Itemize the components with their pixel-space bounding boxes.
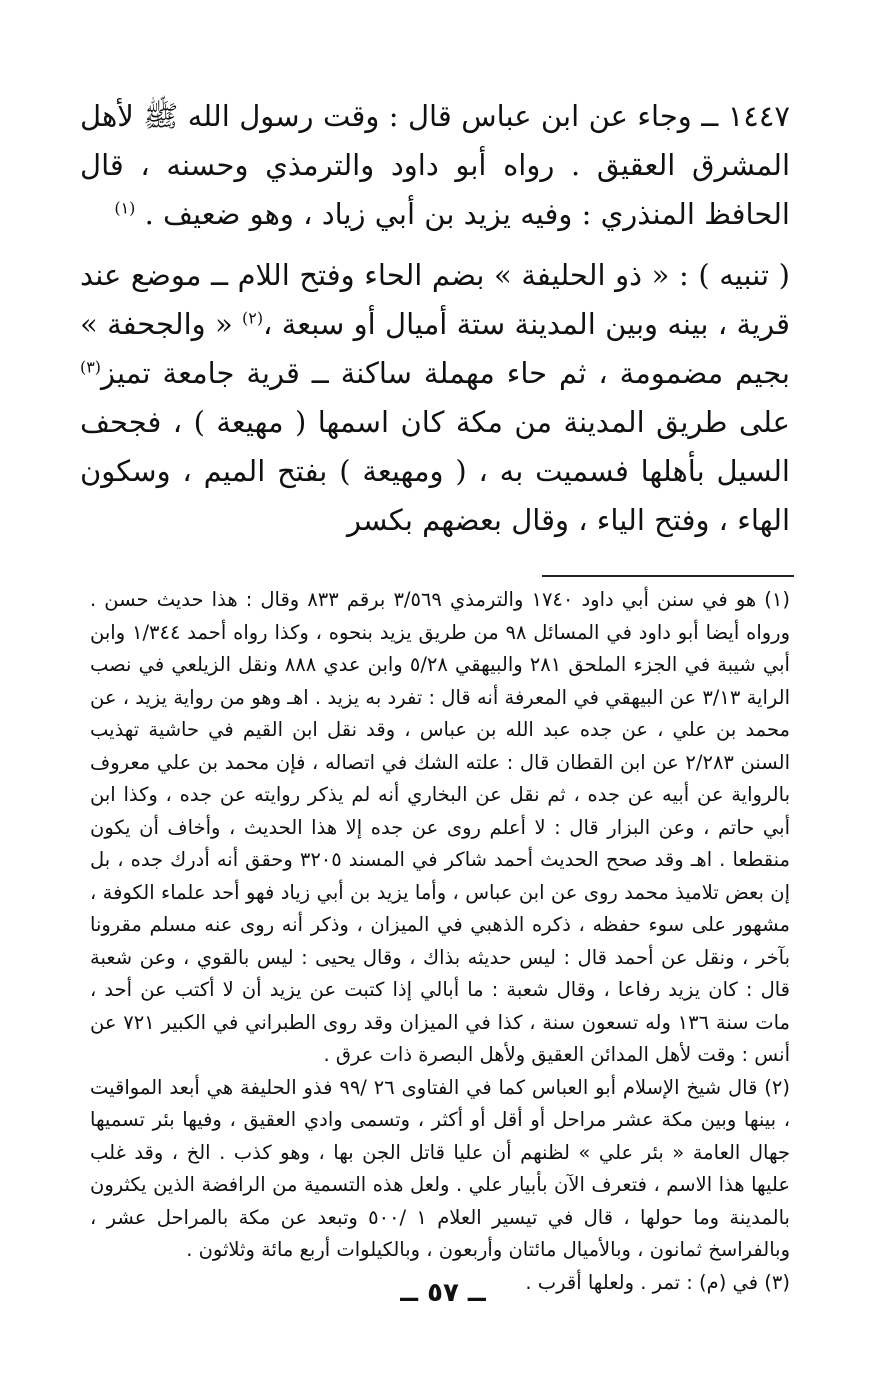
page-number: ــ ٥٧ ــ bbox=[400, 1278, 486, 1308]
main-text bbox=[80, 92, 790, 545]
footnote-1: (١) هو في سنن أبي داود ١٧٤٠ والترمذي ٣/٥٦٩ برقم ٨٣٣ وقال : هذا حديث حسن . ورواه أيضا أبو داود في المسائل ٩٨ من طريق يزيد بنحوه ، وكذا رواه أحمد ١/٣٤٤ وابن أبي شيبة في الجزء الملحق ٢٨١ والبيهقي ٥/٢٨ وابن عدي ٨٨٨ ونقل الزيلعي في نصب الراية ٣/١٣ عن البيهقي في المعرفة أنه قال : تفرد به يزيد . اهـ وهو من رواية يزيد ، عن محمد بن علي ، عن جده عبد الله بن عباس ، وقد نقل ابن القيم في حاشية تهذيب السنن ٢/٢٨٣ عن ابن القطان قال : علته الشك في اتصاله ، فإن محمد بن علي معروف بالرواية عن أبيه عن جده ، ثم نقل عن البخاري أنه لم يذكر روايته عن جده ، وكذا ابن أبي حاتم ، وعن البزار قال : لا أعلم روى عن جده إلا هذا الحديث ، وأخاف أن يكون منقطعا . اهـ وقد صحح الحديث أحمد شاكر في المسند ٣٢٠٥ وحقق أنه أدرك جده ، بل إن بعض تلاميذ محمد روى عن ابن عباس ، وأما يزيد بن أبي زياد فهو أحد علماء الكوفة ، مشهور على سوء حفظه ، ذكره الذهبي في الميزان ، وذكر أنه روى عنه مسلم مقرونا بآخر ، ونقل عن أحمد قال : ليس حديثه بذاك ، وقال يحيى : ليس بالقوي ، وعن شعبة قال : كان يزيد رفاعا ، وقال شعبة : ما أبالي إذا كتبت عن يزيد أن لا أكتب عن أحد ، مات سنة ١٣٦ وله تسعون سنة ، كذا في الميزان وقد روى الطبراني في الكبير ٧٢١ عن أنس : وقت لأهل المدائن العقيق ولأهل البصرة ذات عرق . bbox=[90, 588, 790, 1066]
paragraph-text: ١٤٤٧ ــ وجاء عن ابن عباس قال : وقت رسول الله ﷺ لأهل المشرق العقيق . رواه أبو داود والترمذي وحسنه ، قال الحافظ المنذري : وفيه يزيد بن أبي زياد ، وهو ضعيف . bbox=[80, 99, 790, 231]
paragraph-text: « والجحفة » بجيم مضمومة ، ثم حاء مهملة ساكنة ــ قرية جامعة تميز bbox=[80, 307, 790, 390]
footnote-ref-3: (٣) bbox=[80, 357, 101, 377]
paragraph-text: على طريق المدينة من مكة كان اسمها ( مهيعة ) ، فجحف السيل بأهلها فسميت به ، ( ومهيعة ) بفتح الميم ، وسكون الهاء ، وفتح الياء ، وقال بعضهم بكسر bbox=[80, 405, 790, 537]
footnote-ref-2: (٢) bbox=[242, 308, 264, 328]
footnote-2: (٢) قال شيخ الإسلام أبو العباس كما في الفتاوى ٢٦ /٩٩ فذو الحليفة هي أبعد المواقيت ، بينها وبين مكة عشر مراحل أو أقل أو أكثر ، وتسمى وادي العقيق ، وفيها بئر تسميها جهال العامة « بئر علي » لظنهم أن عليا قاتل الجن بها ، وهو كذب . الخ ، وقد غلب عليها هذا الاسم ، فتعرف الآن بأبيار علي . ولعل هذه التسمية من الرافضة الذين يكثرون بالمدينة وما حولها ، قال في تيسير العلام ١ /٥٠٠ وتبعد عن مكة بالمراحل عشر ، وبالفراسخ ثمانون ، وبالأميال مائتان وأربعون ، وبالكيلوات أربع مائة وثلاثون . bbox=[90, 1075, 790, 1261]
footnote-separator bbox=[542, 575, 794, 577]
paragraph-hadith-1447 bbox=[80, 92, 790, 239]
footnotes bbox=[90, 584, 790, 1299]
paragraph-tanbih bbox=[80, 251, 790, 545]
footnote-ref-1: (١) bbox=[114, 198, 136, 218]
paragraph-text: ( تنبيه ) : « ذو الحليفة » بضم الحاء وفتح اللام ــ موضع عند قرية ، بينه وبين المدينة ستة أميال أو سبعة ، bbox=[80, 258, 791, 341]
footnote-3: (٣) في (م) : تمر . ولعلها أقرب . bbox=[525, 1270, 790, 1294]
